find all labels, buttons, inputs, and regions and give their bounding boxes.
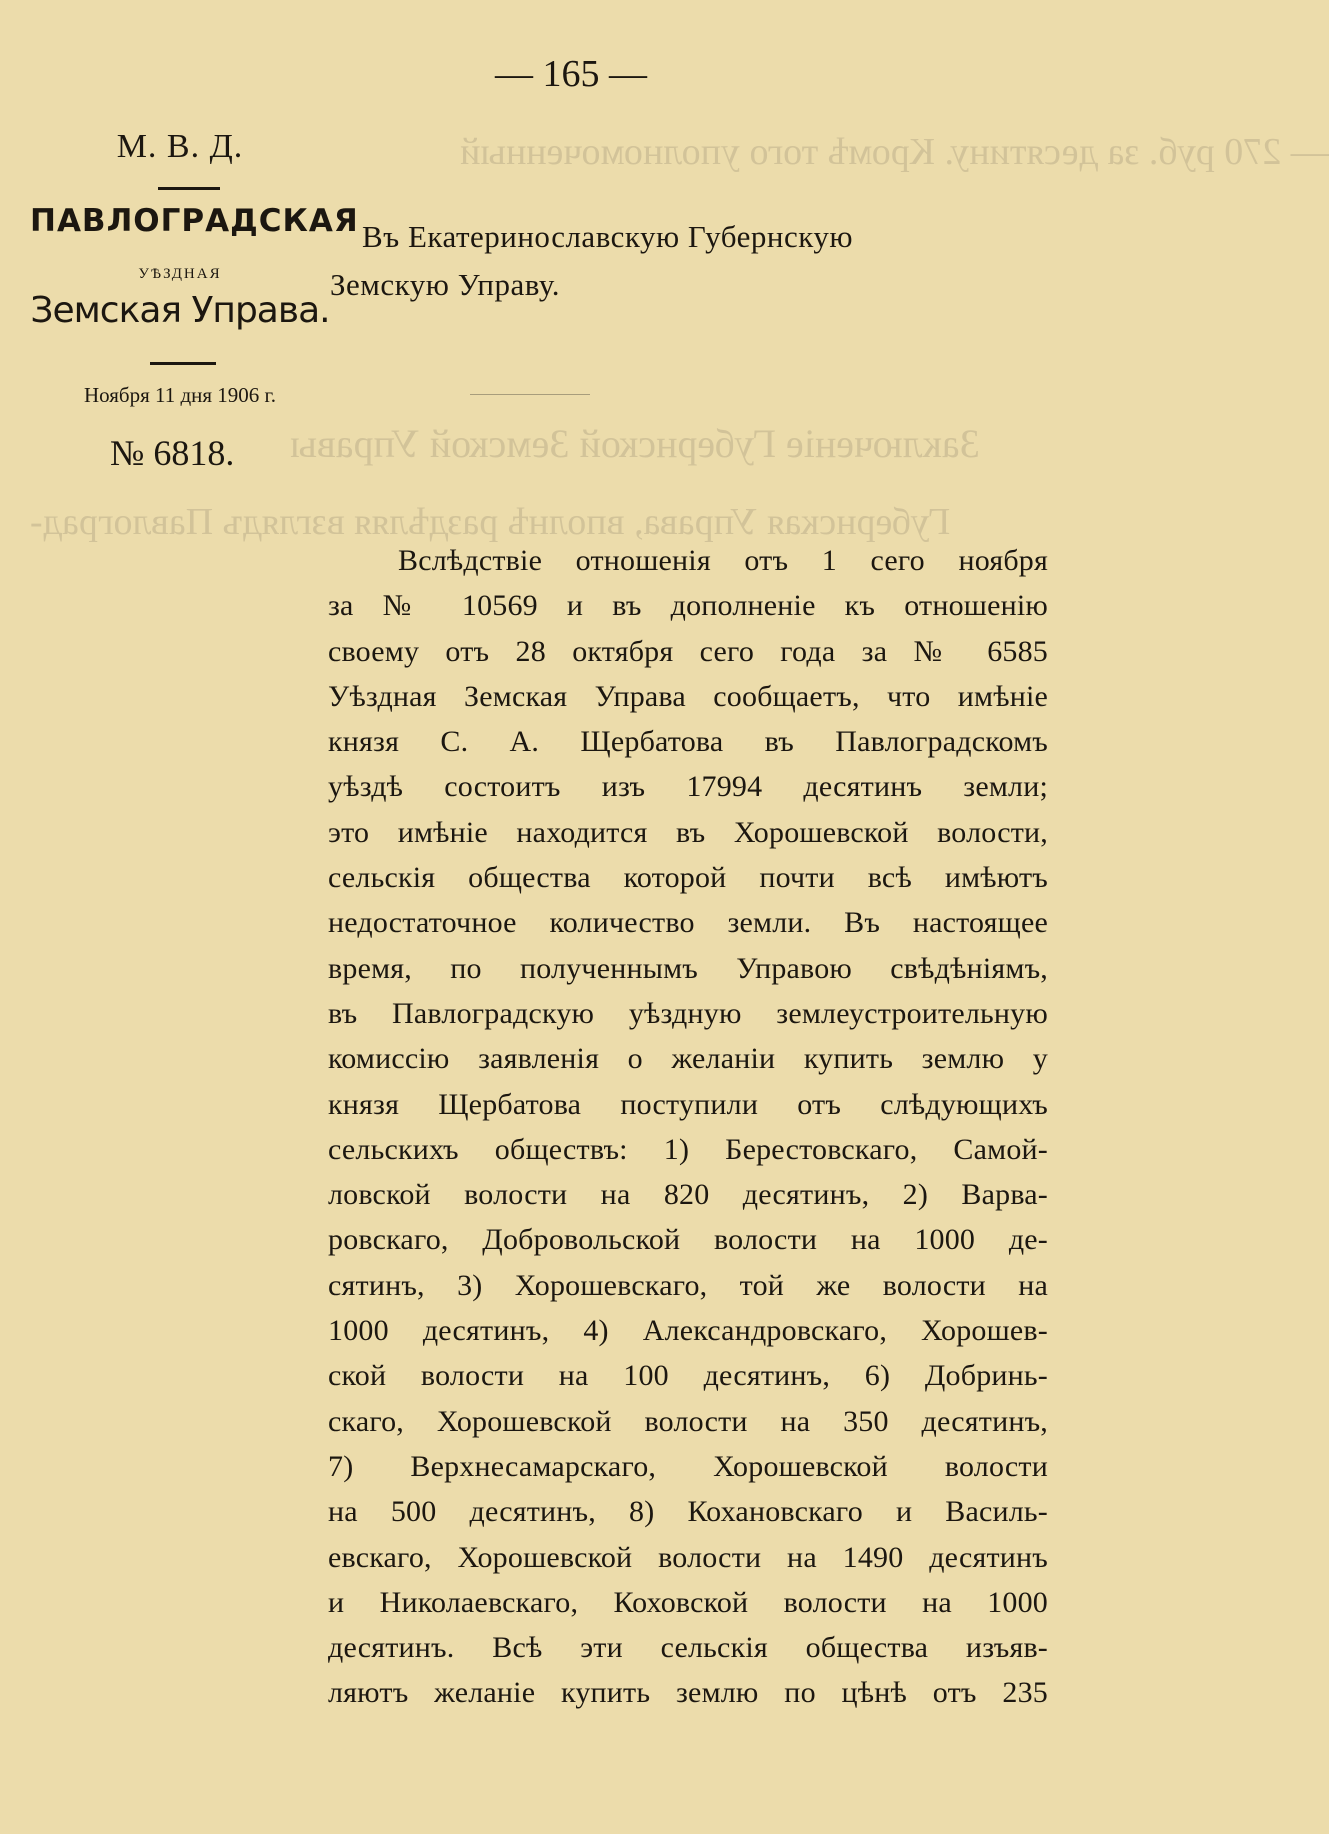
body-line: уѣздѣ состоитъ изъ 17994 десятинъ земли; bbox=[328, 770, 1048, 804]
body-line: на 500 десятинъ, 8) Кохановскаго и Василь- bbox=[328, 1495, 1048, 1529]
show-through-text: Губернская Управа, вполнѣ раздѣляя взглядъ Павлоград- bbox=[30, 501, 951, 543]
body-line: своему отъ 28 октября сего года за № 6585 bbox=[328, 634, 1048, 668]
addressee-line: Въ Екатеринославскую Губернскую bbox=[362, 219, 854, 254]
board-name: ПАВЛОГРАДСКАЯ bbox=[30, 203, 359, 239]
document-number: № 6818. bbox=[110, 433, 235, 473]
body-line: сельскія общества которой почти всѣ имѣютъ bbox=[328, 861, 1048, 895]
ministry-abbreviation: М. В. Д. bbox=[116, 128, 244, 165]
document-date: Ноября 11 дня 1906 г. bbox=[83, 383, 277, 407]
body-line: 1000 десятинъ, 4) Александровскаго, Хорошев- bbox=[328, 1314, 1048, 1348]
body-line: десятинъ. Всѣ эти сельскія общества изъяв- bbox=[328, 1631, 1048, 1665]
show-through-text: — 270 руб. за десятину. Кромѣ того уполномоченный bbox=[460, 131, 1329, 173]
district-label: УѢЗДНАЯ bbox=[138, 266, 222, 282]
body-line: 7) Верхнесамарскаго, Хорошевской волости bbox=[328, 1449, 1048, 1483]
addressee-line: Земскую Управу. bbox=[330, 267, 560, 302]
body-line: недостаточное количество земли. Въ настоящее bbox=[328, 906, 1048, 940]
divider bbox=[158, 187, 220, 190]
show-through-text: Заключеніе Губернской Земской Управы bbox=[290, 421, 980, 466]
body-line: Вслѣдствіе отношенія отъ 1 сего ноября bbox=[398, 544, 1048, 577]
letter-body bbox=[328, 538, 1048, 1716]
board-type: Земская Управа. bbox=[30, 290, 330, 331]
addressee bbox=[330, 213, 1062, 309]
body-line: князя Щербатова поступили отъ слѣдующихъ bbox=[328, 1087, 1048, 1121]
body-line: скаго, Хорошевской волости на 350 десятинъ, bbox=[328, 1404, 1048, 1438]
body-line: евскаго, Хорошевской волости на 1490 десятинъ bbox=[328, 1540, 1048, 1574]
divider bbox=[150, 362, 216, 365]
body-line: ловской волости на 820 десятинъ, 2) Варва- bbox=[328, 1178, 1048, 1212]
body-line: Уѣздная Земская Управа сообщаетъ, что имѣніе bbox=[328, 679, 1048, 713]
body-line: ровскаго, Добровольской волости на 1000 де- bbox=[328, 1223, 1048, 1257]
body-line: это имѣніе находится въ Хорошевской волости, bbox=[328, 815, 1048, 849]
body-line: ляютъ желаніе купить землю по цѣнѣ отъ 235 bbox=[328, 1676, 1048, 1710]
body-line: и Николаевскаго, Коховской волости на 1000 bbox=[328, 1585, 1048, 1619]
faint-divider bbox=[470, 394, 590, 395]
body-line: ской волости на 100 десятинъ, 6) Добринь- bbox=[328, 1359, 1048, 1393]
page-number: — 165 — bbox=[495, 53, 647, 95]
body-line: князя С. А. Щербатова въ Павлоградскомъ bbox=[328, 725, 1048, 759]
body-line: сятинъ, 3) Хорошевскаго, той же волости на bbox=[328, 1268, 1048, 1302]
body-line: въ Павлоградскую уѣздную землеустроительную bbox=[328, 996, 1048, 1030]
body-line: сельскихъ обществъ: 1) Берестовскаго, Самой- bbox=[328, 1132, 1048, 1166]
body-line: за № 10569 и въ дополненіе къ отношенію bbox=[328, 589, 1048, 623]
body-line: комиссію заявленія о желаніи купить землю у bbox=[328, 1042, 1048, 1076]
body-line: время, по полученнымъ Управою свѣдѣніямъ, bbox=[328, 951, 1048, 985]
